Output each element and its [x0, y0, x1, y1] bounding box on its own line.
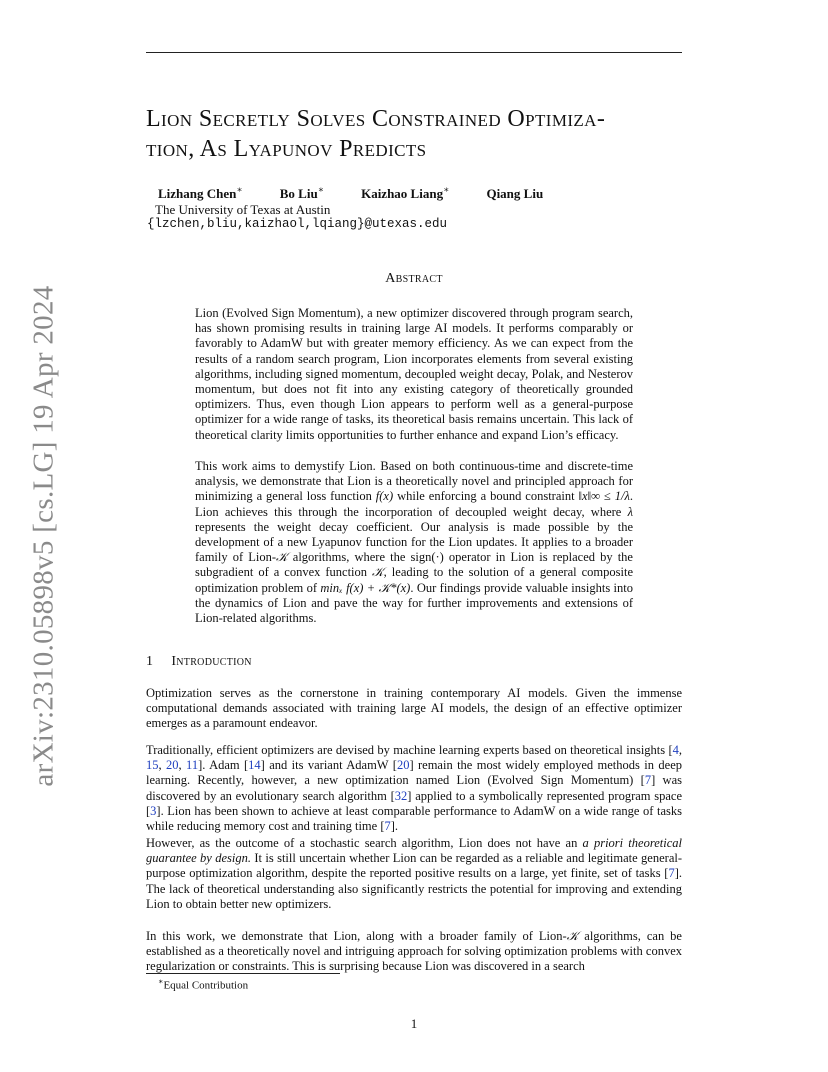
author-name: Lizhang Chen∗	[158, 185, 243, 202]
math-problem: minₓ f(x) + 𝒦*(x)	[320, 580, 411, 595]
math-K: 𝒦	[372, 565, 384, 580]
citation-link[interactable]: 7	[644, 773, 652, 788]
section-number: 1	[146, 654, 154, 669]
section-heading	[146, 654, 252, 670]
citation-link[interactable]: 15	[146, 758, 159, 773]
citation-link[interactable]: 4	[672, 743, 679, 757]
title-line-1: Lion Secretly Solves Constrained Optimiza-	[146, 106, 606, 132]
abstract-paragraph-1: Lion (Evolved Sign Momentum), a new optimizer discovered through program search, has shown promising results in training large AI models. It performs comparably or favorably to AdamW but with greater memory efficiency. As we can expect from the results of a random search program, Lion incorporates elements from several existing algorithms, including signed momentum, decoupled weight decay, Polak, and Nesterov momentum, but does not fit into any existing category of theoretically grounded optimizers. Thus, even though Lion appears to perform well as a general-purpose optimizer for a wide range of tasks, its theoretical basis remains uncertain. This lack of theoretical clarity limits opportunities to further enhance and expand Lion’s efficacy.	[195, 306, 633, 442]
title-line-2: tion, As Lyapunov Predicts	[146, 136, 427, 162]
author-name: Bo Liu∗	[279, 185, 324, 202]
intro-paragraph-1: Optimization serves as the cornerstone in training contemporary AI models. Given the immense computational demands associated with training large AI models, the design of an effective optimizer emerges as a paramount endeavor.	[146, 686, 682, 731]
abstract-paragraph-2: This work aims to demystify Lion. Based on both continuous-time and discrete-time analysis, we demonstrate that Lion is a theoretically novel and principled approach for minimizing a general loss function f(x) while enforcing a bound constraint ‖x‖∞ ≤ 1/λ. Lion achieves this through the incorporation of decoupled weight decay, where λ represents the weight decay coefficient. Our analysis is made possible by the development of a new Lyapunov function for the Lion updates. It applies to a broader family of Lion-𝒦 algorithms, where the sign(·) operator in Lion is replaced by the subgradient of a convex function 𝒦, leading to the solution of a general composite optimization problem of minₓ f(x) + 𝒦*(x). Our findings provide valuable insights into the dynamics of Lion and pave the way for further improvements and extensions of Lion-related algorithms.	[195, 459, 633, 626]
author-emails[interactable]: {lzchen,bliu,kaizhaol,lqiang}@utexas.edu	[147, 217, 448, 231]
citation-link[interactable]: 7	[384, 819, 391, 834]
author-list	[158, 185, 577, 202]
citation-link[interactable]: 32	[394, 788, 408, 803]
citation-link[interactable]: 20	[396, 758, 410, 773]
citation-link[interactable]: 3	[150, 803, 157, 818]
affiliation: The University of Texas at Austin	[155, 202, 331, 217]
math-K: 𝒦	[276, 550, 288, 565]
intro-paragraph-3: However, as the outcome of a stochastic search algorithm, Lion does not have an a priori theoretical guarantee by design. It is still uncertain whether Lion can be regarded as a reliable and legitimate general-purpose optimization algorithm, despite the reported positive results on a large, yet finite, set of tasks [7]. The lack of theoretical understanding also significantly restricts the potential for improving and extending Lion to obtain better new optimizers.	[146, 836, 682, 911]
citation-link[interactable]: 20	[166, 758, 179, 773]
math-norm: ‖x‖∞ ≤ 1/λ	[578, 489, 630, 504]
author-name: Kaizhao Liang∗	[361, 185, 450, 202]
abstract-heading: Abstract	[385, 271, 443, 286]
intro-paragraph-2: Traditionally, efficient optimizers are devised by machine learning experts based on theoretical insights [4, 15, 20, 11]. Adam [14] and its variant AdamW [20] remain the most widely employed methods in deep learning. Recently, however, a new optimization named Lion (Evolved Sign Momentum) [7] was discovered by an evolutionary search algorithm [32] applied to a symbolically represented program space [3]. Lion has been shown to achieve at least comparable performance to AdamW on a wide range of tasks while reducing memory cost and training time [7].	[146, 743, 682, 834]
section-title: Introduction	[171, 654, 252, 669]
citation-link[interactable]: 14	[248, 758, 261, 773]
math-lambda: λ	[627, 504, 633, 519]
intro-paragraph-4: In this work, we demonstrate that Lion, along with a broader family of Lion-𝒦 algorithms, can be established as a theoretically novel and intriguing approach for solving optimization problems with convex regularization or constraints. This is surprising because Lion was discovered in a search	[146, 929, 682, 974]
author-name: Qiang Liu	[486, 186, 544, 202]
footnote: ∗Equal Contribution	[158, 977, 249, 992]
top-rule	[146, 52, 682, 53]
page-number: 1	[410, 1016, 418, 1031]
citation-link[interactable]: 11	[186, 758, 199, 773]
arxiv-identifier: arXiv:2310.05898v5 [cs.LG] 19 Apr 2024	[27, 285, 60, 787]
math-fx: f(x)	[375, 489, 394, 504]
citation-link[interactable]: 7	[668, 866, 675, 881]
footnote-rule	[146, 973, 340, 974]
math-K: 𝒦	[566, 929, 579, 943]
paper-title	[146, 104, 706, 164]
emphasis-text: a priori theoretical guarantee by design.	[146, 836, 682, 866]
